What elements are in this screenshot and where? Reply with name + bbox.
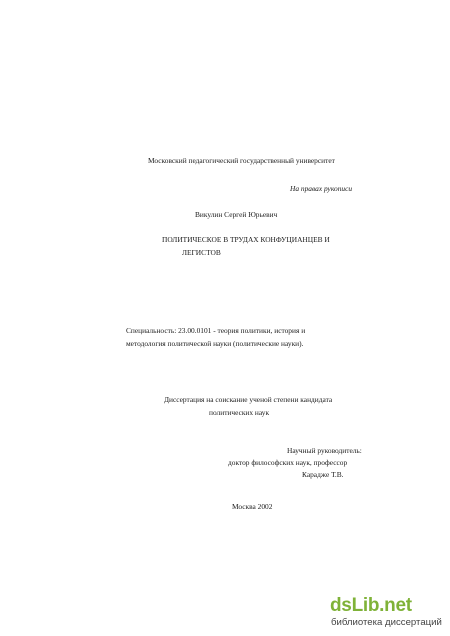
title-line-2: ЛЕГИСТОВ — [182, 248, 221, 257]
supervisor-degree: доктор философских наук, профессор — [228, 458, 348, 467]
watermark-subtitle: библиотека диссертаций — [331, 617, 442, 628]
watermark — [330, 596, 442, 630]
watermark-logo: dsLib.net — [330, 595, 412, 616]
manuscript-note: На правах рукописи — [290, 184, 353, 193]
specialty-line-2: методология политической науки (политические науки). — [126, 339, 304, 348]
degree-line-2: политических наук — [209, 408, 270, 417]
author-name: Викулин Сергей Юрьевич — [195, 210, 278, 219]
university-name: Московский педагогический государственный университет — [148, 156, 335, 165]
specialty-line-1: Специальность: 23.00.0101 - теория политики, история и — [126, 326, 306, 335]
degree-line-1: Диссертация на соискание ученой степени кандидата — [164, 395, 333, 404]
city-year: Москва 2002 — [232, 502, 273, 511]
supervisor-name: Караджe Т.В. — [302, 470, 344, 479]
supervisor-label: Научный руководитель: — [287, 446, 362, 455]
title-line-1: ПОЛИТИЧЕСКОЕ В ТРУДАХ КОНФУЦИАНЦЕВ И — [162, 235, 330, 244]
